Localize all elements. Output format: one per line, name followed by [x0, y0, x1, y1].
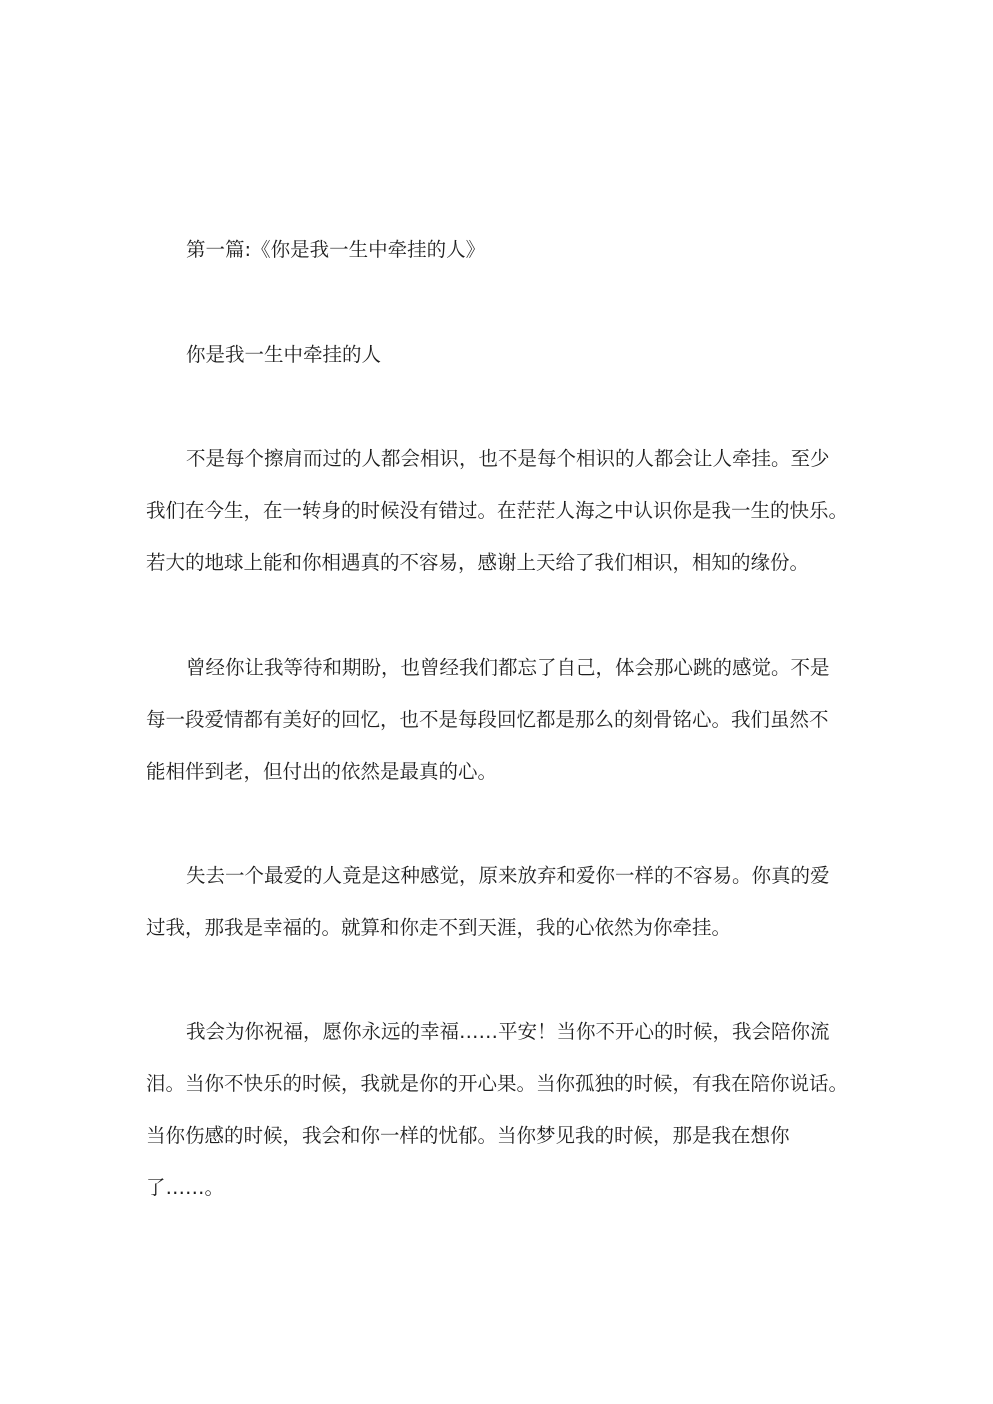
paragraph-line: 曾经你让我等待和期盼，也曾经我们都忘了自己，体会那心跳的感觉。不是 [186, 656, 830, 679]
paragraph-line: 泪。当你不快乐的时候，我就是你的开心果。当你孤独的时候，有我在陪你说话。 [146, 1072, 849, 1095]
paragraph-line: 当你伤感的时候，我会和你一样的忧郁。当你梦见我的时候，那是我在想你 [146, 1124, 790, 1147]
paragraph-line: 我会为你祝福，愿你永远的幸福……平安！当你不开心的时候，我会陪你流 [186, 1020, 830, 1043]
paragraph-line: 过我，那我是幸福的。就算和你走不到天涯，我的心依然为你牵挂。 [146, 916, 732, 939]
paragraph-line: 能相伴到老，但付出的依然是最真的心。 [146, 760, 498, 783]
document-heading: 第一篇:《你是我一生中牵挂的人》 [186, 238, 486, 261]
paragraph-line: 不是每个擦肩而过的人都会相识，也不是每个相识的人都会让人牵挂。至少 [186, 447, 830, 470]
paragraph-line: 若大的地球上能和你相遇真的不容易，感谢上天给了我们相识，相知的缘份。 [146, 551, 810, 574]
paragraph-line: 了……。 [146, 1176, 225, 1199]
paragraph-line: 每一段爱情都有美好的回忆，也不是每段回忆都是那么的刻骨铭心。我们虽然不 [146, 708, 829, 731]
paragraph-line: 我们在今生，在一转身的时候没有错过。在茫茫人海之中认识你是我一生的快乐。 [146, 499, 849, 522]
paragraph-line: 失去一个最爱的人竟是这种感觉，原来放弃和爱你一样的不容易。你真的爱 [186, 864, 830, 887]
document-subtitle: 你是我一生中牵挂的人 [186, 343, 382, 366]
